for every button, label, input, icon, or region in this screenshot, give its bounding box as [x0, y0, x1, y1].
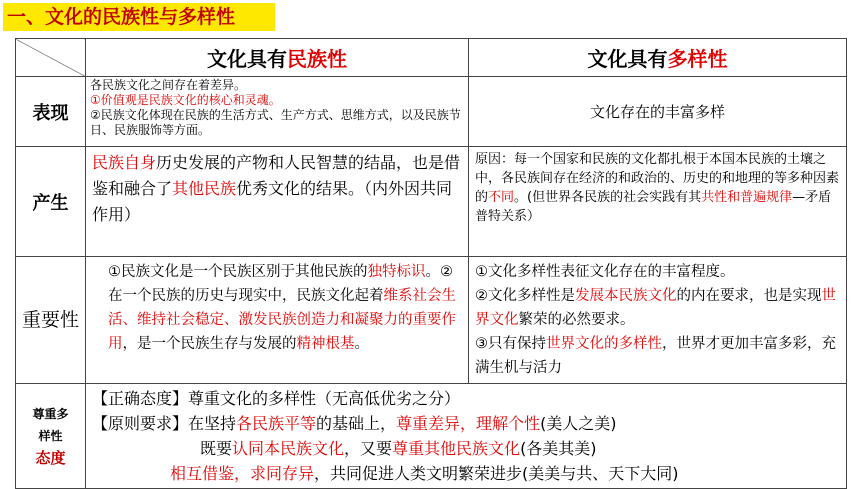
label-line: 态度 [35, 449, 66, 467]
text-line: 既要认同本民族文化，又要尊重其他民族文化(各美其美) [200, 439, 597, 458]
text-line: ③只有保持世界文化的多样性，世界才更加丰富多彩，充满生机与活力 [475, 336, 836, 376]
corner-cell [16, 39, 86, 77]
zhongyao-diversity [469, 257, 847, 384]
text-line: ②民族文化体现在民族的生活方式、生产方式、思维方式，以及民族节日、民族服饰等方面。 [90, 108, 461, 137]
text-line: 【正确态度】尊重文化的多样性（无高低优劣之分） [92, 389, 461, 408]
comparison-table [15, 38, 847, 489]
row-label-taidu [16, 384, 86, 489]
text-line: ②文化多样性是发展本民族文化的内在要求，也是实现世界文化繁荣的必然要求。 [475, 288, 836, 328]
header-row [16, 39, 847, 77]
table-row [16, 77, 847, 147]
text-line: 【原则要求】在坚持各民族平等的基础上，尊重差异，理解个性(美人之美) [92, 414, 617, 433]
row-label-zhongyao: 重要性 [16, 257, 86, 384]
header-diversity: 文化具有多样性 [469, 39, 847, 77]
text-line: 相互借鉴，求同存异，共同促进人类文明繁荣进步(美美与共、天下大同) [170, 464, 679, 483]
text-line: ①文化多样性表征文化存在的丰富程度。 [475, 264, 735, 280]
chansheng-diversity: 原因：每一个国家和民族的文化都扎根于本国本民族的土壤之中，各民族间存在经济的和政治的、历史的和地理的等多种因素的不同。(但世界各民族的社会实践有其共性和普遍规律—矛盾普特关系） [469, 147, 847, 257]
biaoxian-nationality [86, 77, 469, 147]
text-line: ①价值观是民族文化的核心和灵魂。 [90, 93, 281, 107]
biaoxian-diversity: 文化存在的丰富多样 [469, 77, 847, 147]
page-title: 一、文化的民族性与多样性 [3, 3, 275, 31]
table-row [16, 384, 847, 489]
taidu-content [86, 384, 847, 489]
chansheng-nationality: 民族自身历史发展的产物和人民智慧的结晶，也是借鉴和融合了其他民族优秀文化的结果。（内外因共同作用） [86, 147, 469, 257]
header-nationality: 文化具有民族性 [86, 39, 469, 77]
table-row [16, 257, 847, 384]
text-line: 各民族文化之间存在着差异。 [90, 78, 247, 92]
table-row [16, 147, 847, 257]
row-label-biaoxian: 表现 [16, 77, 86, 147]
label-line: 样性 [38, 429, 63, 443]
label-line: 尊重多 [32, 407, 69, 421]
row-label-chansheng: 产生 [16, 147, 86, 257]
zhongyao-nationality: ①民族文化是一个民族区别于其他民族的独特标识。②在一个民族的历史与现实中，民族文化起着维系社会生活、维持社会稳定、激发民族创造力和凝聚力的重要作用，是一个民族生存与发展的精神根基。 [86, 257, 469, 384]
